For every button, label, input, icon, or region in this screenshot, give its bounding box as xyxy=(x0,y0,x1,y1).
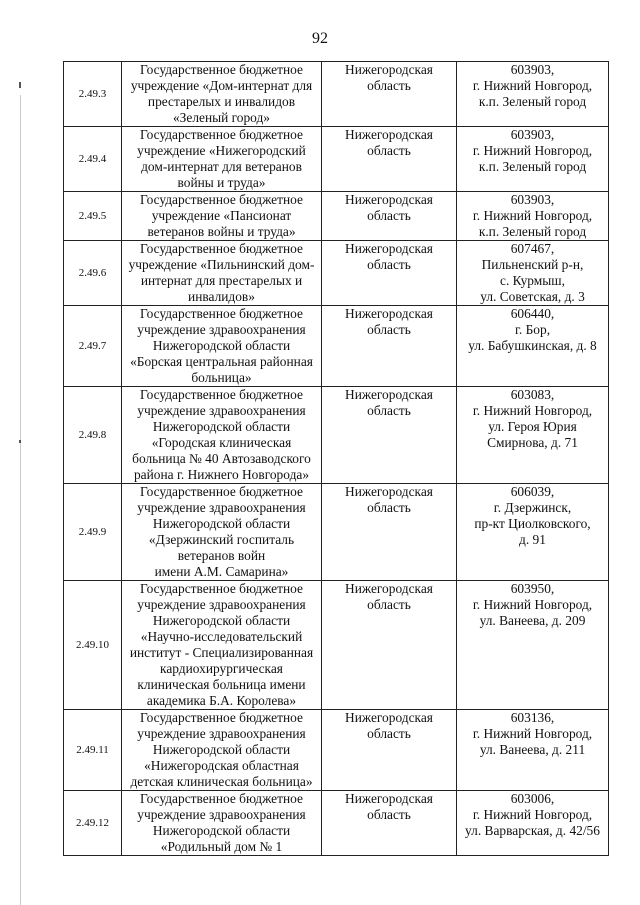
institution-name-line: Нижегородской области xyxy=(152,742,291,757)
address-line: г. Бор, xyxy=(514,322,551,337)
institution-name-line: детская клиническая больница» xyxy=(130,774,313,789)
region-line: Нижегородская xyxy=(345,306,433,321)
address-line: г. Нижний Новгород, xyxy=(472,143,593,158)
table-body xyxy=(64,62,609,856)
table-row xyxy=(64,387,609,484)
institution-name-line: учреждение здравоохранения xyxy=(137,726,306,741)
institution-name-line: Нижегородской области xyxy=(152,823,291,838)
institution-name-line: Государственное бюджетное xyxy=(140,484,303,499)
region-cell xyxy=(322,791,457,856)
page-number: 92 xyxy=(312,30,328,47)
region-line: Нижегородская xyxy=(345,710,433,725)
institution-name-line: имени А.М. Самарина» xyxy=(154,564,289,579)
institution-name-line: клиническая больница имени xyxy=(137,677,306,692)
institution-name-cell xyxy=(122,791,322,856)
address-line: 603903, xyxy=(510,62,555,77)
address-cell xyxy=(457,241,609,306)
address-line: г. Нижний Новгород, xyxy=(472,403,593,418)
institutions-table xyxy=(63,61,609,856)
institution-name-line: войны и труда» xyxy=(177,175,266,190)
institution-name-line: учреждение здравоохранения xyxy=(137,807,306,822)
table-row xyxy=(64,241,609,306)
row-number-cell: 2.49.10 xyxy=(64,581,122,710)
institution-name-line: Нижегородской области xyxy=(152,613,291,628)
address-line: к.п. Зеленый город xyxy=(478,224,587,239)
institution-name-line: инвалидов» xyxy=(188,289,255,304)
region-line: область xyxy=(367,208,411,223)
row-number-cell: 2.49.6 xyxy=(64,241,122,306)
region-line: область xyxy=(367,78,411,93)
institution-name-line: «Научно-исследовательский xyxy=(140,629,303,644)
row-number-cell: 2.49.9 xyxy=(64,484,122,581)
address-line: 603083, xyxy=(510,387,555,402)
address-cell xyxy=(457,484,609,581)
table-row xyxy=(64,710,609,791)
institution-name-line: Нижегородской области xyxy=(152,516,291,531)
region-line: область xyxy=(367,403,411,418)
institution-name-line: учреждение «Пансионат xyxy=(151,208,292,223)
institution-name-line: Государственное бюджетное xyxy=(140,62,303,77)
institution-name-cell xyxy=(122,710,322,791)
region-cell xyxy=(322,62,457,127)
institution-name-line: ветеранов войны и труда» xyxy=(147,224,296,239)
region-cell xyxy=(322,127,457,192)
address-line: ул. Варварская, д. 42/56 xyxy=(465,823,600,838)
row-number-cell: 2.49.7 xyxy=(64,306,122,387)
institution-name-line: Государственное бюджетное xyxy=(140,581,303,596)
address-line: г. Нижний Новгород, xyxy=(472,597,593,612)
institution-name-cell xyxy=(122,484,322,581)
region-line: Нижегородская xyxy=(345,127,433,142)
row-number-cell: 2.49.5 xyxy=(64,192,122,241)
address-line: ул. Советская, д. 3 xyxy=(480,289,585,304)
region-cell xyxy=(322,710,457,791)
address-line: г. Нижний Новгород, xyxy=(472,726,593,741)
region-cell xyxy=(322,192,457,241)
table-row xyxy=(64,484,609,581)
region-line: Нижегородская xyxy=(345,581,433,596)
address-line: 607467, xyxy=(510,241,555,256)
institution-name-line: Нижегородской области xyxy=(152,419,291,434)
row-number-cell: 2.49.3 xyxy=(64,62,122,127)
institution-name-line: больница» xyxy=(191,370,252,385)
table-row xyxy=(64,127,609,192)
address-cell xyxy=(457,127,609,192)
institution-name-line: Государственное бюджетное xyxy=(140,791,303,806)
address-line: 603903, xyxy=(510,127,555,142)
address-line: ул. Ванеева, д. 211 xyxy=(479,742,586,757)
region-line: область xyxy=(367,597,411,612)
address-cell xyxy=(457,581,609,710)
institution-name-line: интернат для престарелых и xyxy=(140,273,303,288)
row-number-cell: 2.49.12 xyxy=(64,791,122,856)
institution-name-line: больница № 40 Автозаводского xyxy=(132,451,311,466)
institution-name-line: «Нижегородская областная xyxy=(144,758,299,773)
institution-name-cell xyxy=(122,581,322,710)
address-line: пр-кт Циолковского, xyxy=(474,516,591,531)
address-cell xyxy=(457,62,609,127)
institution-name-line: учреждение здравоохранения xyxy=(137,597,306,612)
address-line: г. Нижний Новгород, xyxy=(472,208,593,223)
address-line: ул. Бабушкинская, д. 8 xyxy=(468,338,597,353)
institution-name-cell xyxy=(122,127,322,192)
row-number-cell: 2.49.11 xyxy=(64,710,122,791)
region-cell xyxy=(322,241,457,306)
institution-name-line: Государственное бюджетное xyxy=(140,241,303,256)
institution-name-line: учреждение «Дом-интернат для xyxy=(130,78,313,93)
address-line: 603903, xyxy=(510,192,555,207)
institution-name-line: учреждение здравоохранения xyxy=(137,403,306,418)
address-cell xyxy=(457,710,609,791)
institution-name-line: кардиохирургическая xyxy=(160,661,283,676)
institution-name-cell xyxy=(122,62,322,127)
institution-name-line: Государственное бюджетное xyxy=(140,192,303,207)
row-number-cell: 2.49.4 xyxy=(64,127,122,192)
address-line: 606039, xyxy=(510,484,555,499)
region-cell xyxy=(322,387,457,484)
region-line: Нижегородская xyxy=(345,484,433,499)
institution-name-line: академика Б.А. Королева» xyxy=(146,693,297,708)
institution-name-line: Государственное бюджетное xyxy=(140,710,303,725)
institution-name-line: учреждение «Пильнинский дом- xyxy=(128,257,315,272)
institution-name-line: Государственное бюджетное xyxy=(140,387,303,402)
institution-name-cell xyxy=(122,387,322,484)
region-line: Нижегородская xyxy=(345,192,433,207)
address-line: 603950, xyxy=(510,581,555,596)
institution-name-line: «Родильный дом № 1 xyxy=(160,839,283,854)
region-line: Нижегородская xyxy=(345,387,433,402)
institution-name-line: учреждение здравоохранения xyxy=(137,322,306,337)
margin-mark xyxy=(19,82,21,88)
institution-name-line: «Городская клиническая xyxy=(151,435,292,450)
region-line: Нижегородская xyxy=(345,791,433,806)
region-line: Нижегородская xyxy=(345,241,433,256)
address-line: 603006, xyxy=(510,791,555,806)
region-line: область xyxy=(367,807,411,822)
region-line: Нижегородская xyxy=(345,62,433,77)
address-line: 603136, xyxy=(510,710,555,725)
left-scan-edge xyxy=(20,95,21,905)
institution-name-line: институт - Специализированная xyxy=(129,645,314,660)
region-line: область xyxy=(367,726,411,741)
address-line: с. Курмыш, xyxy=(500,273,565,288)
region-cell xyxy=(322,581,457,710)
address-line: к.п. Зеленый город xyxy=(478,159,587,174)
institution-name-line: дом-интернат для ветеранов xyxy=(141,159,302,174)
institution-name-line: Нижегородской области xyxy=(152,338,291,353)
institution-name-line: «Борская центральная районная xyxy=(130,354,313,369)
address-line: г. Нижний Новгород, xyxy=(472,807,593,822)
institution-name-cell xyxy=(122,192,322,241)
address-cell xyxy=(457,306,609,387)
row-number-cell: 2.49.8 xyxy=(64,387,122,484)
institution-name-line: престарелых и инвалидов xyxy=(147,94,296,109)
institution-name-line: района г. Нижнего Новгорода» xyxy=(133,467,310,482)
region-cell xyxy=(322,306,457,387)
margin-mark xyxy=(19,440,21,443)
region-line: область xyxy=(367,143,411,158)
table-row xyxy=(64,62,609,127)
address-line: ул. Героя Юрия xyxy=(488,419,577,434)
region-cell xyxy=(322,484,457,581)
region-line: область xyxy=(367,257,411,272)
table-row xyxy=(64,192,609,241)
institution-name-line: ветеранов войн xyxy=(177,548,266,563)
address-cell xyxy=(457,192,609,241)
institution-name-line: учреждение здравоохранения xyxy=(137,500,306,515)
institution-name-cell xyxy=(122,241,322,306)
table-row xyxy=(64,791,609,856)
region-line: область xyxy=(367,322,411,337)
address-line: к.п. Зеленый город xyxy=(478,94,587,109)
institution-name-line: «Дзержинский госпиталь xyxy=(148,532,295,547)
table-row xyxy=(64,581,609,710)
address-line: Смирнова, д. 71 xyxy=(487,435,578,450)
address-line: г. Дзержинск, xyxy=(493,500,572,515)
region-line: область xyxy=(367,500,411,515)
address-line: г. Нижний Новгород, xyxy=(472,78,593,93)
address-line: ул. Ванеева, д. 209 xyxy=(479,613,586,628)
institution-name-line: Государственное бюджетное xyxy=(140,306,303,321)
institution-name-line: «Зеленый город» xyxy=(172,110,271,125)
address-line: Пильненский р-н, xyxy=(481,257,584,272)
institution-name-line: Государственное бюджетное xyxy=(140,127,303,142)
address-line: д. 91 xyxy=(519,532,546,547)
institution-name-line: учреждение «Нижегородский xyxy=(137,143,306,158)
institution-name-cell xyxy=(122,306,322,387)
address-cell xyxy=(457,387,609,484)
table-row xyxy=(64,306,609,387)
address-line: 606440, xyxy=(510,306,555,321)
address-cell xyxy=(457,791,609,856)
